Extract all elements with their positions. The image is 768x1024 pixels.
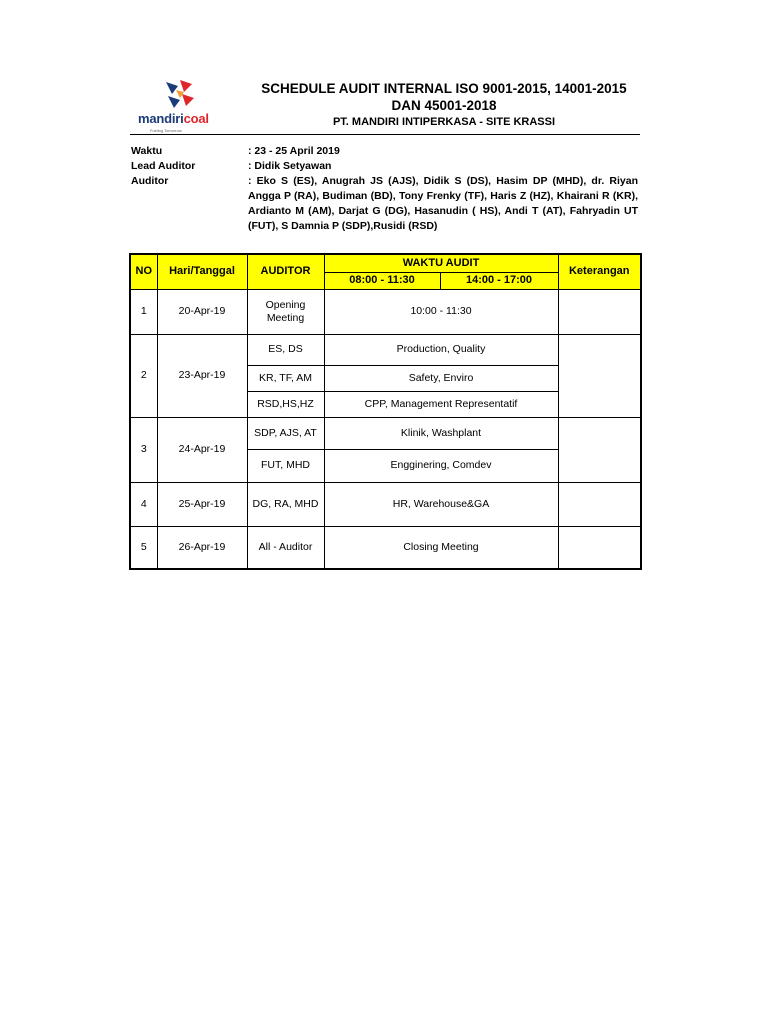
table-row <box>130 334 641 365</box>
info-row-auditor <box>131 174 638 234</box>
cell-auditor: FUT, MHD <box>247 449 324 482</box>
cell-auditor: RSD,HS,HZ <box>247 391 324 417</box>
cell-activity: 10:00 - 11:30 <box>324 289 558 334</box>
document-title-line1: SCHEDULE AUDIT INTERNAL ISO 9001-2015, 14001-2015 <box>261 81 627 96</box>
audit-info <box>131 144 638 234</box>
mandiri-coal-emblem-icon <box>162 78 198 110</box>
cell-activity: Production, Quality <box>324 334 558 365</box>
cell-note <box>558 289 641 334</box>
document-title-line2: DAN 45001-2018 <box>391 98 497 113</box>
header-slot-afternoon: 14:00 - 17:00 <box>440 272 558 289</box>
cell-date: 24-Apr-19 <box>157 417 247 482</box>
info-row-lead-auditor <box>131 159 638 174</box>
company-logo <box>130 78 230 132</box>
header-waktu-audit: WAKTU AUDIT <box>324 254 558 272</box>
cell-date: 26-Apr-19 <box>157 526 247 569</box>
header-keterangan: Keterangan <box>558 254 641 289</box>
cell-no: 4 <box>130 482 157 526</box>
logo-tagline: Fueling Tomorrow <box>150 128 182 133</box>
cell-date: 20-Apr-19 <box>157 289 247 334</box>
table-row <box>130 289 641 334</box>
schedule-table <box>129 253 642 570</box>
cell-note <box>558 417 641 482</box>
cell-activity: Engginering, Comdev <box>324 449 558 482</box>
cell-date: 23-Apr-19 <box>157 334 247 417</box>
cell-no: 2 <box>130 334 157 417</box>
info-value: : 23 - 25 April 2019 <box>248 145 340 157</box>
cell-no: 5 <box>130 526 157 569</box>
table-row <box>130 526 641 569</box>
table-row <box>130 417 641 449</box>
table-row <box>130 482 641 526</box>
cell-note <box>558 334 641 417</box>
info-label: Auditor <box>131 175 169 187</box>
cell-activity: Closing Meeting <box>324 526 558 569</box>
cell-auditor: ES, DS <box>247 334 324 365</box>
logo-wordmark: mandiricoal <box>138 111 209 126</box>
info-value: : Eko S (ES), Anugrah JS (AJS), Didik S (DS), Hasim DP (MHD), dr. Riyan Angga P (RA), Budiman (BD), Tony Frenky (TF), Haris Z (HZ), Khairani R (KR), Ardianto M (AM), Darjat G (DG), Hasanudin ( HS), Andi T (AT), Fahryadin UT (FUT), S Damnia P (SDP),Rusidi (RSD) <box>248 175 638 232</box>
cell-activity: Safety, Enviro <box>324 365 558 391</box>
cell-note <box>558 482 641 526</box>
header-slot-morning: 08:00 - 11:30 <box>324 272 440 289</box>
cell-auditor: SDP, AJS, AT <box>247 417 324 449</box>
cell-activity: HR, Warehouse&GA <box>324 482 558 526</box>
cell-activity: Klinik, Washplant <box>324 417 558 449</box>
cell-auditor: All - Auditor <box>247 526 324 569</box>
cell-activity: CPP, Management Representatif <box>324 391 558 417</box>
info-row-waktu <box>131 144 638 159</box>
cell-note <box>558 526 641 569</box>
cell-no: 1 <box>130 289 157 334</box>
cell-no: 3 <box>130 417 157 482</box>
cell-auditor: KR, TF, AM <box>247 365 324 391</box>
cell-auditor: Opening Meeting <box>247 289 324 334</box>
header-divider <box>130 134 640 135</box>
header-no: NO <box>130 254 157 289</box>
cell-date: 25-Apr-19 <box>157 482 247 526</box>
cell-auditor: DG, RA, MHD <box>247 482 324 526</box>
info-value: : Didik Setyawan <box>248 160 332 172</box>
company-site-subtitle: PT. MANDIRI INTIPERKASA - SITE KRASSI <box>332 116 556 128</box>
header-auditor: AUDITOR <box>247 254 324 289</box>
header-date: Hari/Tanggal <box>157 254 247 289</box>
info-label: Waktu <box>131 145 163 157</box>
info-label: Lead Auditor <box>131 160 196 172</box>
